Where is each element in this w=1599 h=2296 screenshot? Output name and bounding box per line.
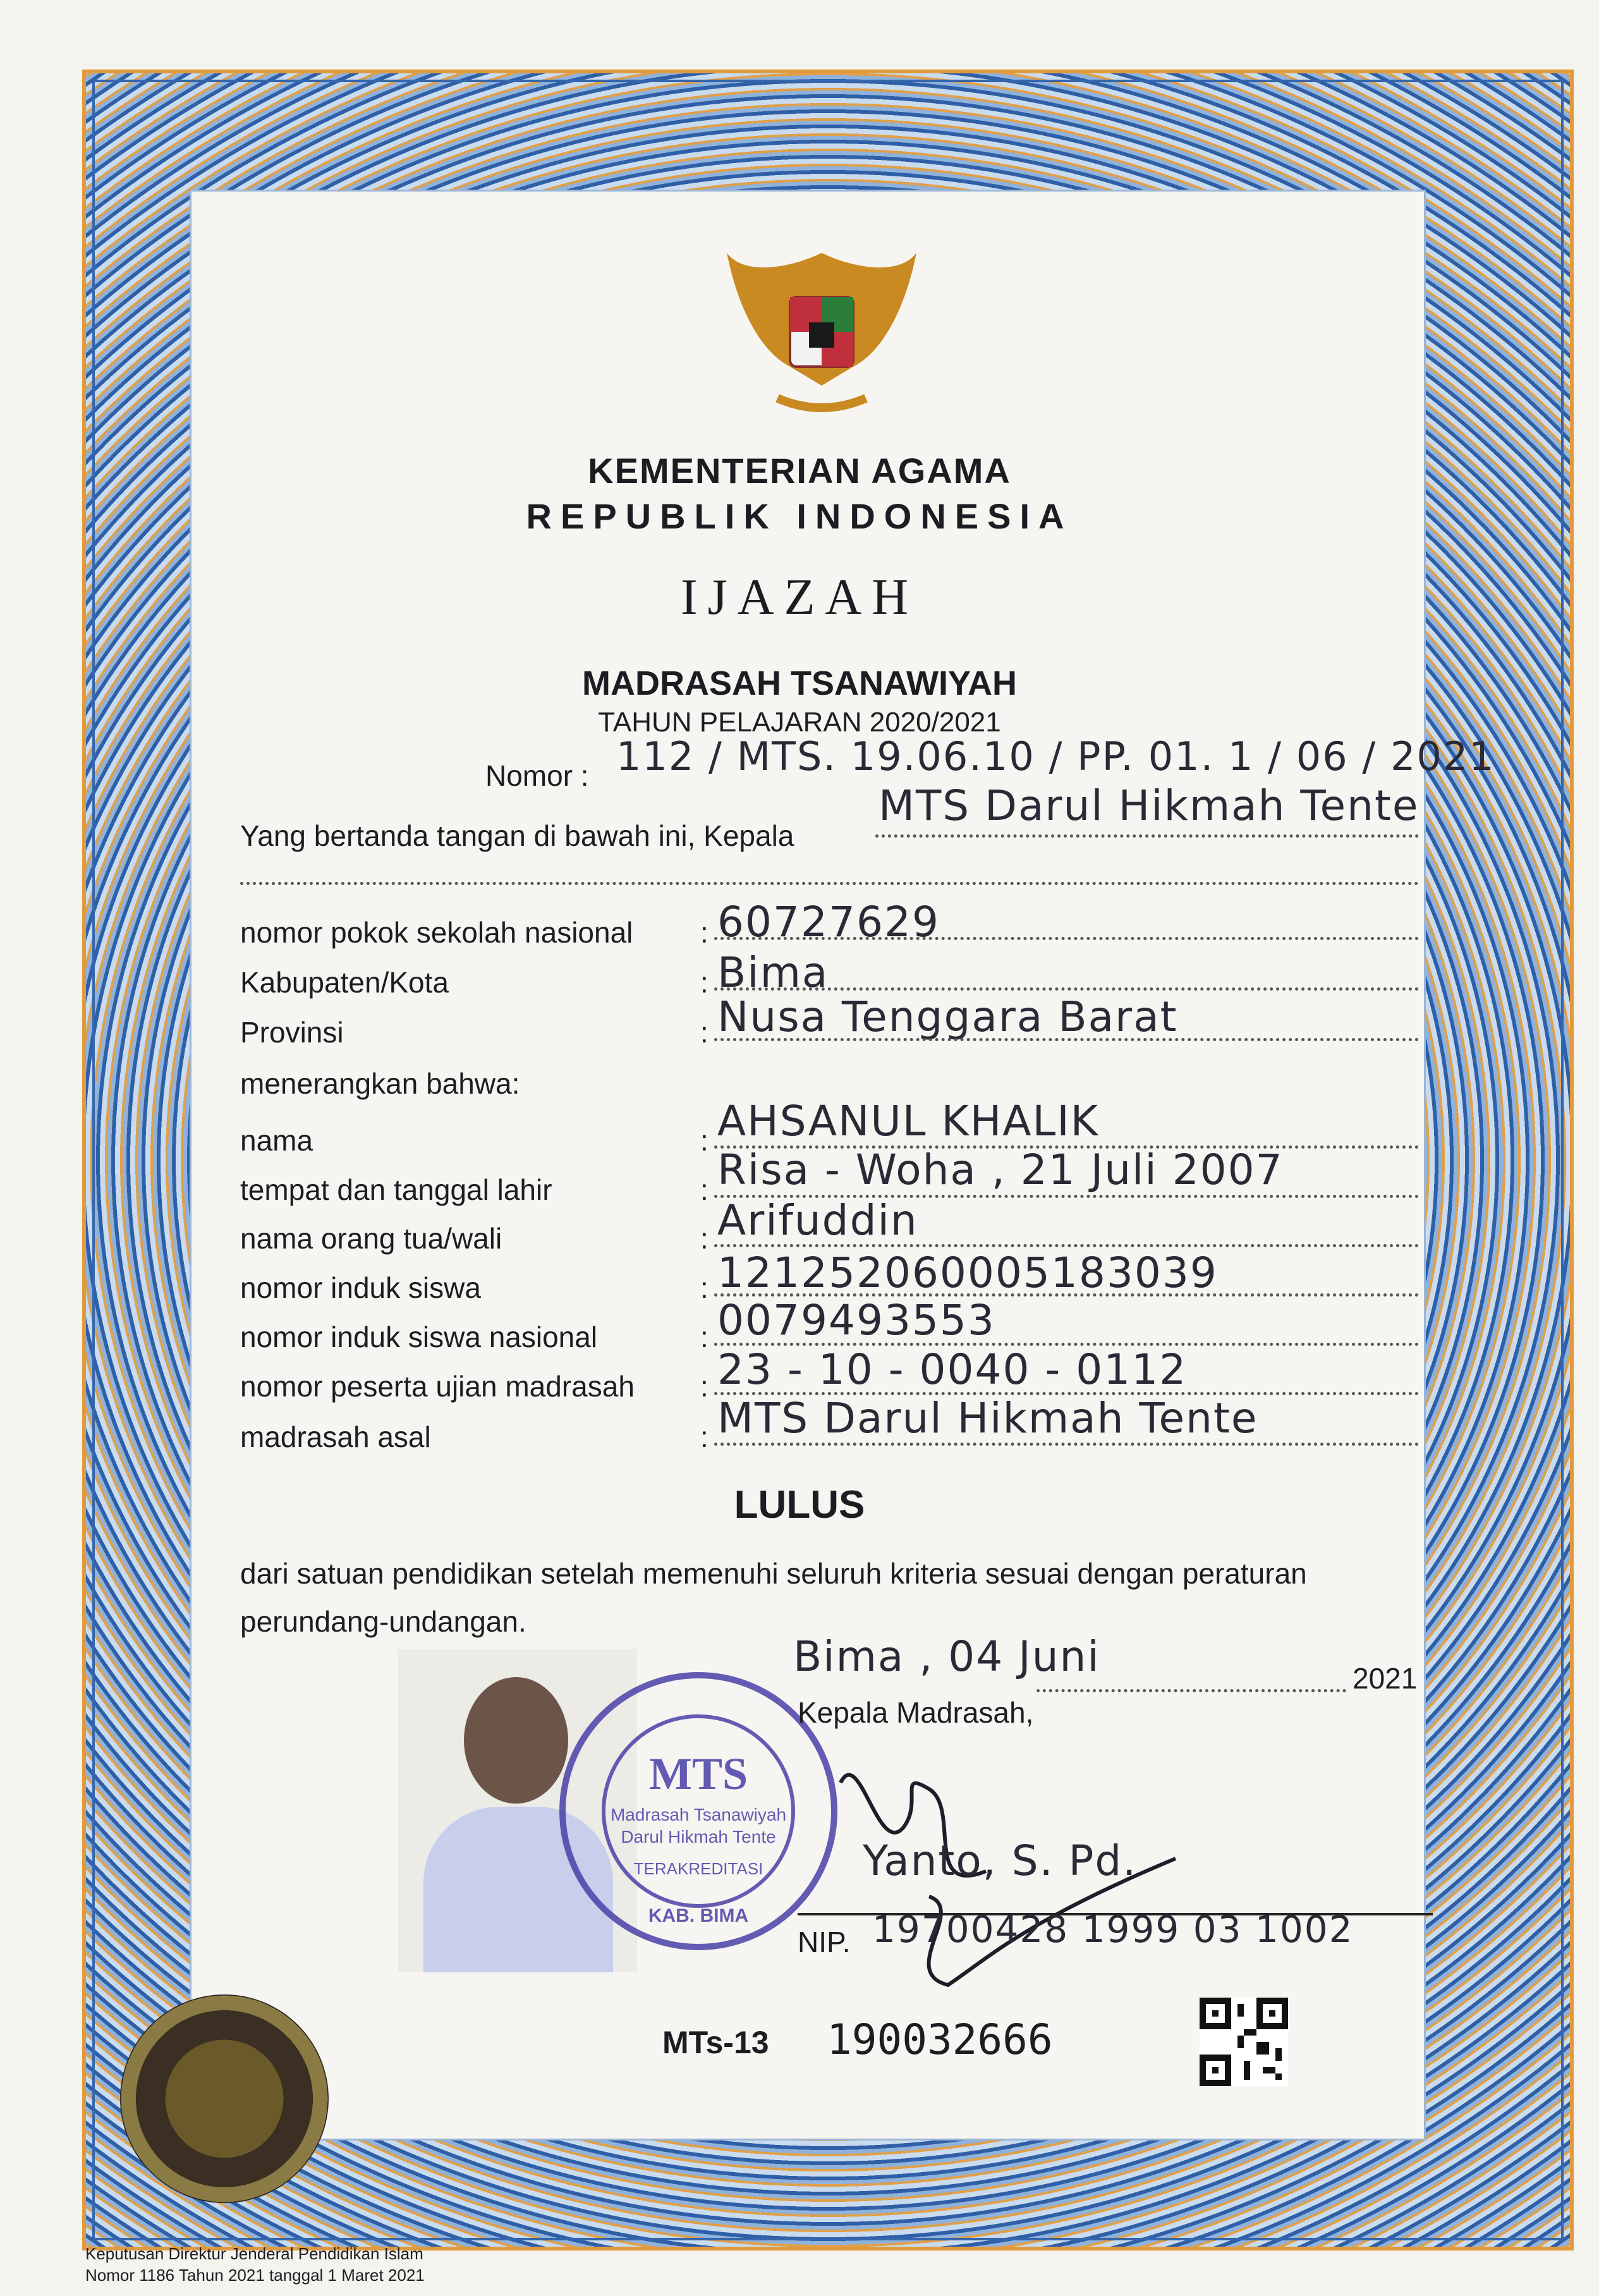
provinsi-value: Nusa Tenggara Barat [717,992,1178,1041]
nama-label: nama [240,1124,313,1157]
decree-line2: Nomor 1186 Tahun 2021 tanggal 1 Maret 2021 [85,2266,425,2285]
nip-value: 19700428 1999 03 1002 [872,1908,1354,1951]
place-date-value: Bima , 04 Juni [793,1632,1100,1681]
school-name-value: MTS Darul Hikmah Tente [879,781,1420,830]
kabupaten-label: Kabupaten/Kota [240,966,449,999]
kepala-label: Kepala Madrasah, [798,1696,1034,1729]
result-status: LULUS [734,1483,865,1527]
serial-number: 190032666 [827,2015,1053,2064]
closing-line1: dari satuan pendidikan setelah memenuhi seluruh kriteria sesuai dengan peraturan [240,1557,1307,1590]
svg-text:Madrasah Tsanawiyah: Madrasah Tsanawiyah [610,1805,787,1824]
provinsi-label: Provinsi [240,1016,344,1049]
kabupaten-value: Bima [717,948,829,997]
certificate-paper: KEMENTERIAN AGAMA REPUBLIK INDONESIA IJAZAH MADRASAH TSANAWIYAH TAHUN PELAJARAN 2020/2021 Nomor : 112 / MTS. 19.06.10 / PP. 01. 1 / 06 / 2021 Yang bertanda tangan di bawah ini, Kepala MTS Darul Hikmah Tente nomor pokok sekolah nasional : 60727629 Kabupaten/Kota : Bima Provinsi : Nusa Tenggara Barat menerangkan bahwa: nama : AHSANUL KHALIK tempat dan tanggal lahir : Risa - Woha , 21 Juli 2007 nama orang tua/wali : Arifuddin nomor induk siswa : 121252060005183039 nomor induk siswa nasional : 0079493553 nomor peserta ujian madrasah : 23 - 10 - 0040 - 0112 madrasah asal : MTS Darul Hikmah Tente LULUS dari satuan pendidikan setelah memenuhi seluruh kriteria sesuai dengan peraturan perundang-undangan. MTS Madrasah Tsanawiyah Darul Hikmah Tente TERAKREDITASI KAB. BIMA Bima , 04 Juni 2021 Kepala Madrasah, Yanto, S. Pd. NIP. 19700428 1999 03 1002 MTs-13 190032666 Keputusan Direktur Jenderal Pendidikan Islam Nomor 1186 Tahun 2021 tanggal 1 Maret 2021 [0,0,1599,2296]
signer-name-value: Yanto, S. Pd. [863,1836,1138,1885]
intro-text: Yang bertanda tangan di bawah ini, Kepala [240,819,794,852]
hologram-seal [120,1994,329,2203]
menerangkan-label: menerangkan bahwa: [240,1067,520,1100]
nama-value: AHSANUL KHALIK [717,1097,1100,1145]
ujian-label: nomor peserta ujian madrasah [240,1370,635,1403]
ttl-value: Risa - Woha , 21 Juli 2007 [717,1145,1284,1194]
school-level: MADRASAH TSANAWIYAH [581,664,1018,702]
nomor-value: 112 / MTS. 19.06.10 / PP. 01. 1 / 06 / 2021 [616,733,1495,779]
nomor-label: Nomor : [485,759,589,792]
ujian-value: 23 - 10 - 0040 - 0112 [717,1345,1188,1394]
svg-text:TERAKREDITASI: TERAKREDITASI [633,1859,763,1878]
academic-year: TAHUN PELAJARAN 2020/2021 [598,707,1001,738]
ministry-line1: KEMENTERIAN AGAMA [588,451,1011,491]
nip-label: NIP. [798,1926,851,1958]
svg-text:KAB. BIMA: KAB. BIMA [648,1905,749,1926]
asal-label: madrasah asal [240,1420,431,1453]
nisn-value: 0079493553 [717,1296,995,1345]
serial-prefix: MTs-13 [662,2025,769,2060]
npsn-value: 60727629 [717,898,940,946]
asal-value: MTS Darul Hikmah Tente [717,1394,1258,1443]
year-label: 2021 [1353,1662,1418,1695]
nis-value: 121252060005183039 [717,1249,1218,1297]
nisn-label: nomor induk siswa nasional [240,1321,598,1353]
wali-value: Arifuddin [717,1196,918,1245]
nis-label: nomor induk siswa [240,1271,481,1304]
document-title: IJAZAH [681,570,918,625]
decree-line1: Keputusan Direktur Jenderal Pendidikan Islam [85,2244,423,2263]
closing-line2: perundang-undangan. [240,1605,526,1638]
ttl-label: tempat dan tanggal lahir [240,1173,552,1206]
qr-code-icon [1200,1998,1288,2086]
svg-text:MTS: MTS [648,1749,748,1799]
npsn-label: nomor pokok sekolah nasional [240,916,633,949]
garuda-emblem-icon [720,228,923,430]
svg-text:Darul Hikmah Tente: Darul Hikmah Tente [621,1827,776,1847]
ministry-line2: REPUBLIK INDONESIA [526,496,1073,536]
wali-label: nama orang tua/wali [240,1222,502,1255]
